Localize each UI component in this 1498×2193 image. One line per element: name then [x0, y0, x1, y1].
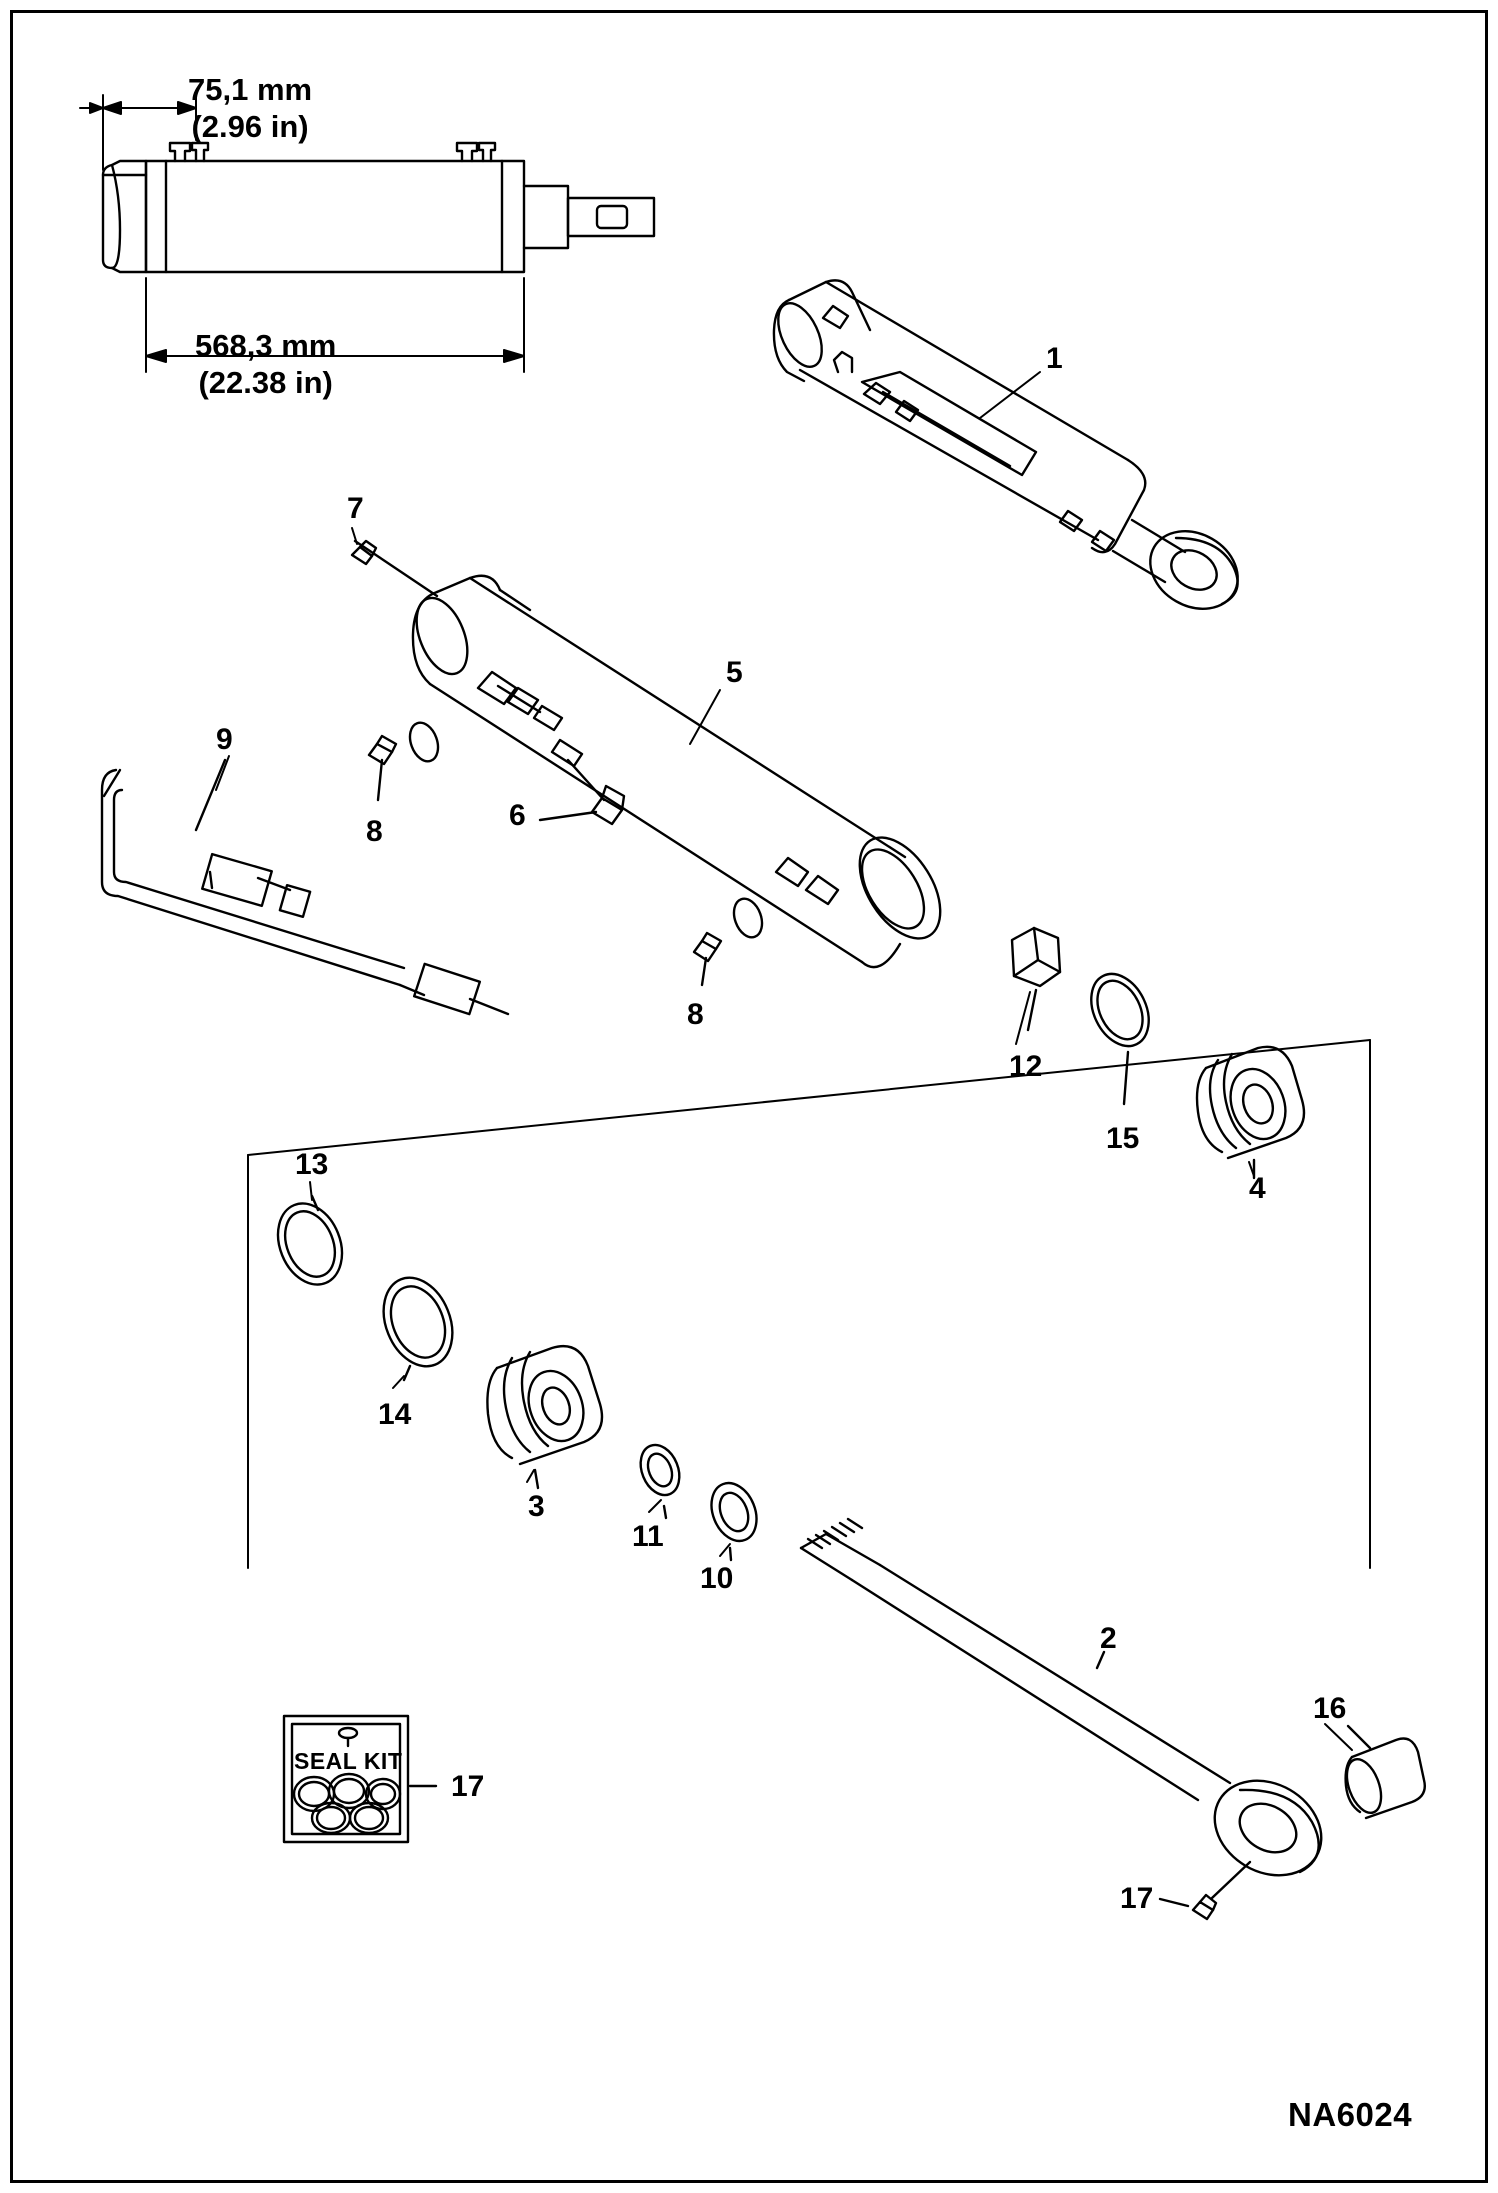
callout-7: 7	[347, 492, 364, 525]
callout-17-fitting: 17	[1120, 1882, 1154, 1915]
o-ring-item-15	[1080, 964, 1160, 1104]
top-view-cylinder	[103, 143, 654, 272]
callout-leader-lines	[216, 372, 1352, 1750]
piston-rod-item-2	[801, 1519, 1338, 1894]
dimension-568mm	[195, 328, 336, 401]
assembly-guide-lines	[246, 1040, 1370, 1568]
callout-6: 6	[509, 799, 526, 832]
dimension-75mm	[188, 72, 312, 145]
o-ring-item-14	[371, 1267, 465, 1380]
callout-8-right: 8	[687, 998, 704, 1031]
fastener-item-8-left	[369, 719, 443, 800]
callout-11: 11	[632, 1520, 664, 1553]
callout-15: 15	[1106, 1122, 1140, 1155]
seal-kit-label: SEAL KIT	[294, 1748, 403, 1774]
rod-gland-item-4	[1197, 1047, 1304, 1178]
o-ring-item-13	[266, 1194, 353, 1294]
seal-item-10	[703, 1476, 764, 1560]
callout-12: 12	[1009, 1050, 1043, 1083]
dimension-75mm-imperial: (2.96 in)	[191, 108, 309, 144]
callout-1: 1	[1046, 342, 1063, 375]
document-id: NA6024	[1288, 2096, 1413, 2133]
assembled-cylinder-item-1	[769, 280, 1252, 624]
grease-fitting-item-17	[1160, 1862, 1250, 1919]
callout-17-sealkit: 17	[451, 1770, 485, 1803]
callout-9: 9	[216, 723, 233, 756]
plug-item-7	[352, 541, 437, 596]
callout-14: 14	[378, 1398, 412, 1431]
piston-item-3	[487, 1346, 602, 1488]
callout-16: 16	[1313, 1692, 1347, 1725]
callout-13: 13	[295, 1148, 329, 1181]
hydraulic-tube-item-9	[102, 760, 508, 1014]
gland-nut-item-12	[1012, 928, 1060, 1030]
bushing-item-16	[1340, 1726, 1424, 1818]
callout-2: 2	[1100, 1622, 1117, 1655]
callout-4: 4	[1249, 1172, 1266, 1205]
callout-8-left: 8	[366, 815, 383, 848]
callout-10: 10	[700, 1562, 734, 1595]
callout-5: 5	[726, 656, 743, 689]
seal-kit-box	[284, 1716, 436, 1842]
callout-3: 3	[528, 1490, 545, 1523]
dimension-568mm-metric: 568,3 mm	[195, 328, 337, 363]
fastener-item-8-right	[694, 895, 767, 985]
dimension-75mm-metric: 75,1 mm	[188, 72, 313, 107]
barrel-item-5	[407, 576, 957, 967]
dimension-568mm-imperial: (22.38 in)	[198, 364, 333, 400]
seal-item-11	[634, 1439, 687, 1518]
